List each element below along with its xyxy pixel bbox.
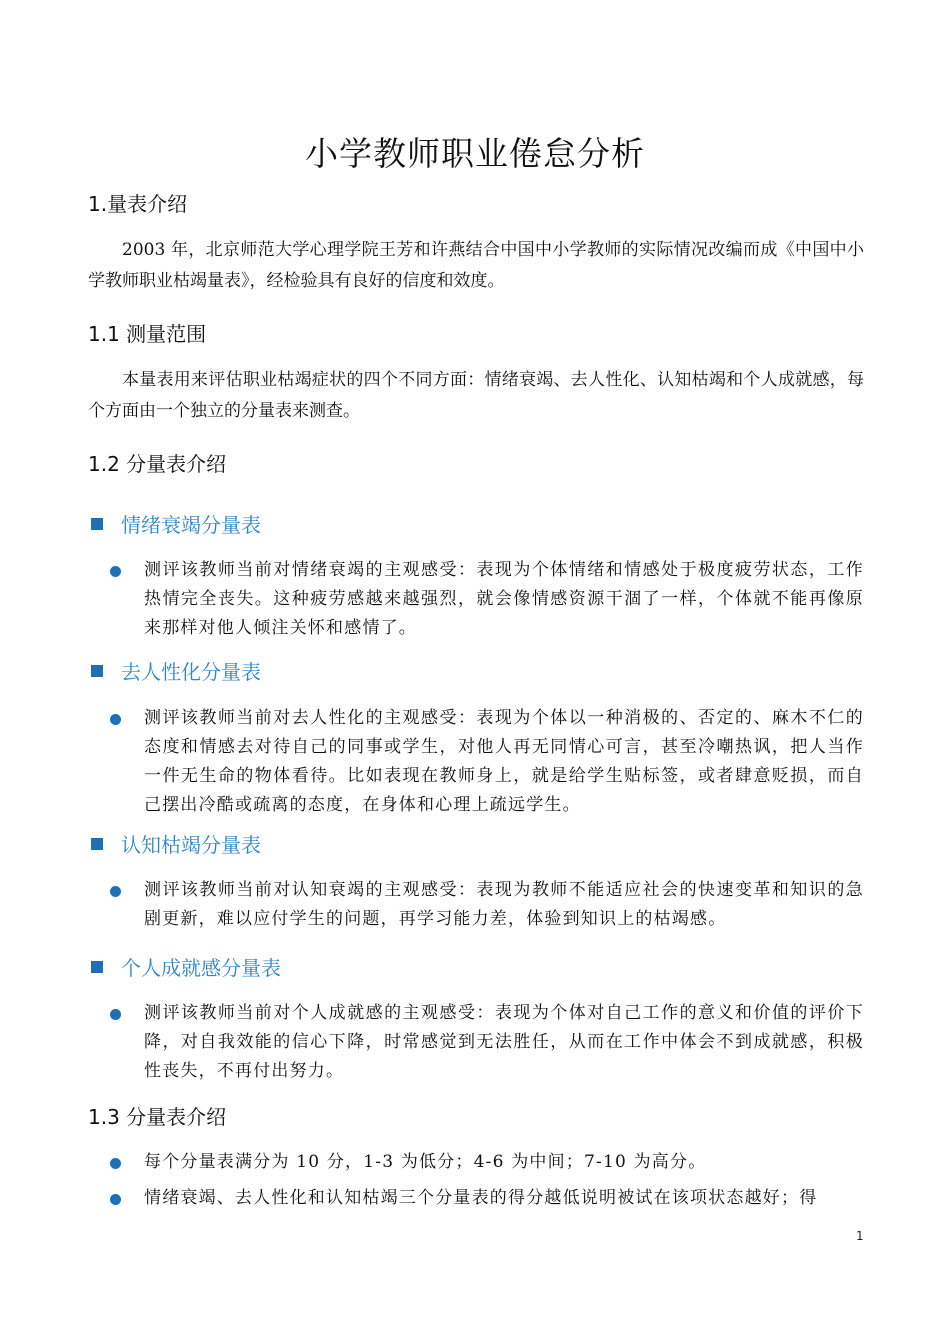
bullet-text: 每个分量表满分为 10 分，1-3 为低分；4-6 为中间；7-10 为高分。 (144, 1152, 707, 1172)
section-heading-1-2: 1.2 分量表介绍 (88, 452, 227, 476)
subscale-heading-cognitive-exhaustion (88, 829, 261, 858)
subscale-description-cognitive-exhaustion (110, 876, 864, 934)
subscale-text: 测评该教师当前对认知衰竭的主观感受：表现为教师不能适应社会的快速变革和知识的急剧更新，难以应付学生的问题，再学习能力差，体验到知识上的枯竭感。 (144, 880, 864, 929)
square-bullet-icon (91, 838, 103, 850)
bullet-text: 情绪衰竭、去人性化和认知枯竭三个分量表的得分越低说明被试在该项状态越好；得 (144, 1188, 818, 1208)
subscale-heading-depersonalization (88, 656, 261, 685)
subscale-text: 测评该教师当前对情绪衰竭的主观感受：表现为个体情绪和情感处于极度疲劳状态，工作热情完全丧失。这种疲劳感越来越强烈，就会像情感资源干涸了一样，个体就不能再像原来那样对他人倾注关怀和感情了。 (144, 560, 864, 638)
subscale-heading-emotional-exhaustion (88, 509, 261, 538)
section-heading-1: 1.量表介绍 (88, 192, 188, 216)
round-bullet-icon (110, 886, 121, 897)
round-bullet-icon (110, 714, 121, 725)
square-bullet-icon (91, 518, 103, 530)
subscale-text: 测评该教师当前对个人成就感的主观感受：表现为个体对自己工作的意义和价值的评价下降，对自我效能的信心下降，时常感觉到无法胜任，从而在工作中体会不到成就感，积极性丧失，不再付出努力。 (144, 1003, 864, 1081)
page-number: 1 (856, 1229, 864, 1243)
square-bullet-icon (91, 961, 103, 973)
subscale-heading-personal-accomplishment (88, 952, 281, 981)
subscale-description-depersonalization (110, 704, 864, 820)
section-heading-1-1: 1.1 测量范围 (88, 322, 207, 346)
subscale-title: 个人成就感分量表 (121, 956, 281, 980)
round-bullet-icon (110, 1158, 121, 1169)
section-heading-1-3: 1.3 分量表介绍 (88, 1105, 227, 1129)
document-title: 小学教师职业倦怠分析 (305, 134, 645, 173)
section-1-paragraph: 2003 年，北京师范大学心理学院王芳和许燕结合中国中小学教师的实际情况改编而成《中国中小学教师职业枯竭量表》，经检验具有良好的信度和效度。 (88, 240, 864, 291)
subscale-text: 测评该教师当前对去人性化的主观感受：表现为个体以一种消极的、否定的、麻木不仁的态度和情感去对待自己的同事或学生，对他人再无同情心可言，甚至冷嘲热讽，把人当作一件无生命的物体看待。比如表现在教师身上，就是给学生贴标签，或者肆意贬损，而自己摆出冷酷或疏离的态度，在身体和心理上疏远学生。 (144, 708, 864, 815)
round-bullet-icon (110, 566, 121, 577)
scoring-bullet (110, 1148, 864, 1177)
subscale-description-personal-accomplishment (110, 999, 864, 1086)
square-bullet-icon (91, 665, 103, 677)
interpretation-bullet (110, 1184, 864, 1213)
subscale-title: 认知枯竭分量表 (121, 833, 261, 857)
subscale-description-emotional-exhaustion (110, 556, 864, 643)
subscale-title: 去人性化分量表 (121, 660, 261, 684)
subscale-title: 情绪衰竭分量表 (121, 513, 261, 537)
section-1-1-paragraph: 本量表用来评估职业枯竭症状的四个不同方面：情绪衰竭、去人性化、认知枯竭和个人成就感，每个方面由一个独立的分量表来测查。 (88, 370, 864, 421)
round-bullet-icon (110, 1194, 121, 1205)
round-bullet-icon (110, 1009, 121, 1020)
